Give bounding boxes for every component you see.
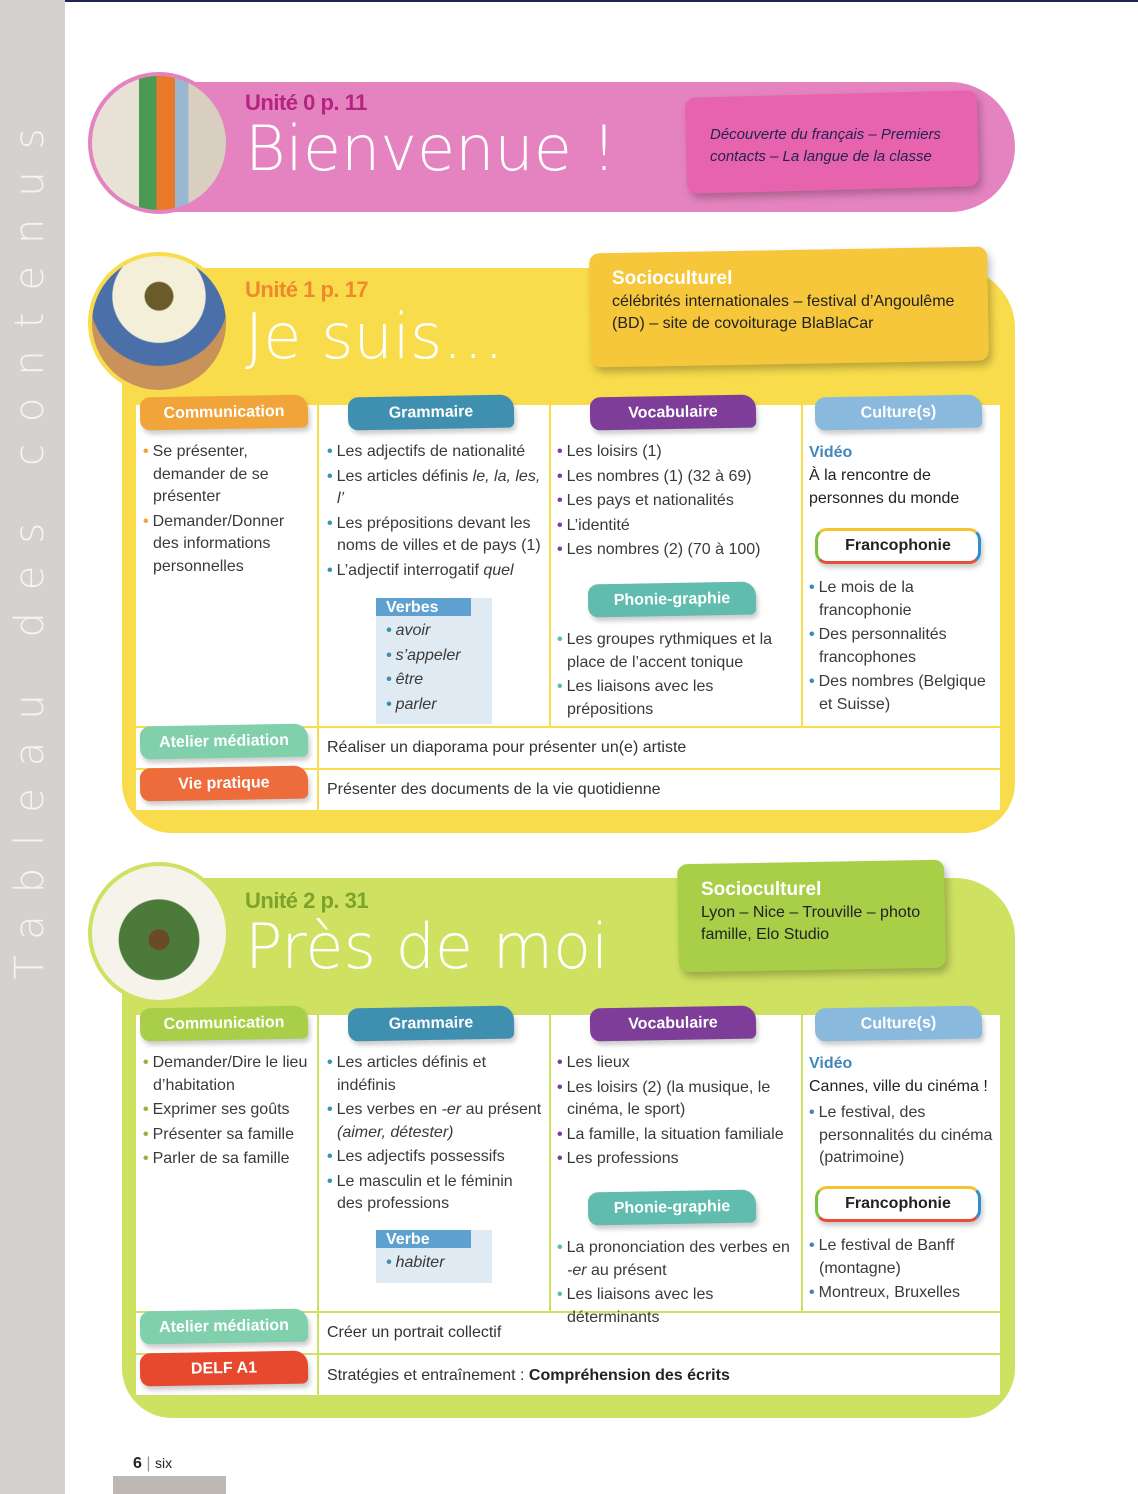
list-item: • Exprimer ses goûts <box>143 1101 290 1118</box>
list-item: • Les professions <box>557 1150 679 1167</box>
list-item: • Des personnalités francophones <box>809 626 947 666</box>
list-item: • Les liaisons avec les déterminants <box>557 1286 714 1326</box>
list-item: • Les nombres (2) (70 à 100) <box>557 541 761 558</box>
list-item: • être <box>386 671 424 688</box>
bullet-icon: • <box>143 512 149 530</box>
list-item: • Les articles définis et indéfinis <box>327 1054 487 1094</box>
unit2-tab-grammaire[interactable]: Grammaire <box>348 1006 515 1042</box>
unit2-tab-francophonie[interactable]: Francophonie <box>815 1186 981 1222</box>
bullet-icon: • <box>143 1150 149 1167</box>
list-item: • Le festival, des personnalités du cinéma (patrimoine) <box>809 1104 993 1166</box>
list-item: • avoir <box>386 622 431 639</box>
bullet-icon: • <box>557 631 563 648</box>
unit2-video <box>809 1052 999 1098</box>
unit1-verbs-list <box>376 616 492 724</box>
unit2-francophonie-list <box>809 1235 999 1307</box>
list-item: • Les adjectifs possessifs <box>327 1148 505 1165</box>
list-item: • Se présenter, demander de se présenter <box>143 443 269 505</box>
delf-bold: Compréhension des écrits <box>528 1367 730 1384</box>
unit1-atelier-text: Réaliser un diaporama pour présenter un(e) artiste <box>327 739 687 756</box>
list-item: • Les articles définis le, la, les, l’ <box>327 467 541 507</box>
list-item: • Montreux, Bruxelles <box>809 1284 960 1301</box>
unit2-atelier-text: Créer un portrait collectif <box>327 1324 502 1341</box>
unit2-tab-communication[interactable]: Communication <box>140 1006 309 1042</box>
list-item: • Les liaisons avec les prépositions <box>557 678 714 718</box>
unit2-socio-text: Lyon – Nice – Trouville – photo famille, Elo Studio <box>701 904 921 943</box>
list-item: • Demander/Donner des informations personnelles <box>143 512 285 575</box>
list-item: • Le masculin et le féminin des professions <box>327 1172 513 1212</box>
list-item: • Les verbes en -er au présent (aimer, détester) <box>327 1101 542 1141</box>
unit2-tab-phonie[interactable]: Phonie-graphie <box>588 1190 757 1226</box>
bullet-icon: • <box>386 646 392 664</box>
list-item: • Des nombres (Belgique et Suisse) <box>809 673 986 713</box>
page-number-word: six <box>154 1455 173 1471</box>
video-title: Cannes, ville du cinéma ! <box>809 1078 988 1095</box>
bullet-icon: • <box>557 1078 563 1096</box>
list-item: • Les loisirs (1) <box>557 443 662 460</box>
bullet-icon: • <box>557 516 563 534</box>
unit2-verbs-box <box>376 1230 492 1283</box>
list-item: • Les pays et nationalités <box>557 492 734 509</box>
list-item: • Le festival de Banff (montagne) <box>809 1237 955 1277</box>
list-item: • La famille, la situation familiale <box>557 1125 784 1143</box>
page-number: 6 | six <box>133 1455 173 1472</box>
unit1-image <box>88 252 230 394</box>
unit1-phonie-list <box>557 629 792 723</box>
unit2-verbs-list <box>376 1248 492 1283</box>
bullet-icon: • <box>809 673 815 690</box>
unit1-video <box>809 441 994 510</box>
list-item: • habiter <box>386 1254 445 1271</box>
video-label: Vidéo <box>809 444 853 461</box>
bullet-icon: • <box>143 1101 149 1118</box>
unit1-socio-text: célébrités internationales – festival d’Angoulême (BD) – site de covoiturage BlaBlaCar <box>612 293 955 332</box>
bullet-icon: • <box>327 514 333 532</box>
list-item: • L’adjectif interrogatif quel <box>327 561 514 579</box>
unit1-francophonie-list <box>809 577 994 718</box>
unit0-title: Bienvenue ! <box>245 112 617 185</box>
unit2-tab-delf[interactable]: DELF A1 <box>140 1351 309 1387</box>
list-item: • Demander/Dire le lieu d’habitation <box>143 1054 308 1094</box>
unit0-box-text: Découverte du français – Premiers contacts – La langue de la classe <box>710 126 941 165</box>
video-label: Vidéo <box>809 1055 853 1072</box>
bullet-icon: • <box>809 1237 815 1254</box>
bullet-icon: • <box>557 492 563 509</box>
unit2-grammaire-list <box>327 1052 542 1218</box>
unit1-tag[interactable]: Unité 1 p. 17 <box>245 277 369 302</box>
bullet-icon: • <box>557 443 563 460</box>
list-item: • parler <box>386 695 437 713</box>
unit1-tab-cultures[interactable]: Culture(s) <box>815 395 983 431</box>
list-item: • Les groupes rythmiques et la place de l’accent tonique <box>557 631 773 671</box>
unit2-video-list <box>809 1102 999 1172</box>
bullet-icon: • <box>386 1254 392 1271</box>
bullet-icon: • <box>809 1104 815 1121</box>
verbs-title: Verbes <box>376 598 471 616</box>
bullet-icon: • <box>327 561 333 579</box>
list-item: • Le mois de la francophonie <box>809 579 914 619</box>
bullet-icon: • <box>143 1054 149 1071</box>
list-item: • Les nombres (1) (32 à 69) <box>557 467 752 485</box>
unit2-title: Près de moi <box>245 910 609 983</box>
unit2-communication-list <box>143 1052 315 1173</box>
video-title: À la rencontre de personnes du monde <box>809 467 960 507</box>
unit2-vocabulaire-list <box>557 1052 797 1173</box>
unit1-communication-list <box>143 441 313 580</box>
unit2-image <box>88 862 230 1004</box>
unit2-tag[interactable]: Unité 2 p. 31 <box>245 888 369 913</box>
unit1-tab-vie-pratique[interactable]: Vie pratique <box>140 766 309 802</box>
unit2-socio-title: Socioculturel <box>701 879 822 900</box>
bullet-icon: • <box>327 1172 333 1190</box>
unit0-image <box>88 72 230 214</box>
side-strip <box>0 0 65 1494</box>
bullet-icon: • <box>557 541 563 558</box>
list-item: • Les prépositions devant les noms de villes et de pays (1) <box>327 514 541 554</box>
unit1-tab-francophonie[interactable]: Francophonie <box>815 528 981 564</box>
bullet-icon: • <box>557 678 563 695</box>
bullet-icon: • <box>386 622 392 639</box>
bullet-icon: • <box>327 1101 333 1118</box>
unit1-grammaire-list <box>327 441 542 584</box>
bullet-icon: • <box>557 467 563 485</box>
delf-prefix: Stratégies et entraînement : <box>327 1367 529 1384</box>
unit1-tab-atelier[interactable]: Atelier médiation <box>140 724 309 760</box>
bullet-icon: • <box>327 1148 333 1165</box>
page-number-digit: 6 <box>133 1455 142 1472</box>
unit1-title: Je suis… <box>245 300 505 373</box>
list-item: • s’appeler <box>386 646 461 664</box>
unit1-tab-communication[interactable]: Communication <box>140 395 309 431</box>
bullet-icon: • <box>809 626 815 643</box>
list-item: • Parler de sa famille <box>143 1150 290 1167</box>
list-item: • Les lieux <box>557 1054 630 1071</box>
list-item: • Présenter sa famille <box>143 1125 294 1143</box>
bullet-icon: • <box>557 1150 563 1167</box>
bullet-icon: • <box>809 579 815 596</box>
bullet-icon: • <box>557 1125 563 1143</box>
unit0-tag[interactable]: Unité 0 p. 11 <box>245 90 367 115</box>
top-rule <box>0 0 1138 2</box>
bullet-icon: • <box>327 443 333 460</box>
unit1-vie-pratique-text: Présenter des documents de la vie quotidienne <box>327 781 661 798</box>
bullet-icon: • <box>386 671 392 688</box>
bullet-icon: • <box>327 467 333 485</box>
list-item: • Les loisirs (2) (la musique, le cinéma, le sport) <box>557 1078 771 1118</box>
unit1-tab-vocabulaire[interactable]: Vocabulaire <box>590 395 757 431</box>
bullet-icon: • <box>557 1054 563 1071</box>
verbs-title: Verbe <box>376 1230 471 1248</box>
bullet-icon: • <box>327 1054 333 1071</box>
bullet-icon: • <box>557 1239 563 1256</box>
unit2-phonie-list <box>557 1237 797 1331</box>
bullet-icon: • <box>557 1286 563 1303</box>
unit2-tab-atelier[interactable]: Atelier médiation <box>140 1309 309 1345</box>
bullet-icon: • <box>386 695 392 713</box>
unit1-tab-grammaire[interactable]: Grammaire <box>348 395 515 431</box>
unit1-socio-title: Socioculturel <box>612 268 733 289</box>
unit2-delf-text <box>327 1367 730 1385</box>
footer-tab <box>113 1476 226 1494</box>
list-item: • L’identité <box>557 516 630 534</box>
list-item: • Les adjectifs de nationalité <box>327 443 526 460</box>
list-item: • La prononciation des verbes en -er au présent <box>557 1239 790 1279</box>
bullet-icon: • <box>143 443 149 460</box>
bullet-icon: • <box>143 1125 149 1143</box>
bullet-icon: • <box>809 1284 815 1301</box>
unit1-vocabulaire-list <box>557 441 797 564</box>
side-title: Tableau des contenus <box>7 106 53 980</box>
unit2-tab-vocabulaire[interactable]: Vocabulaire <box>590 1006 757 1042</box>
unit1-verbs-box <box>376 598 492 724</box>
unit1-tab-phonie[interactable]: Phonie-graphie <box>588 582 757 618</box>
unit2-tab-cultures[interactable]: Culture(s) <box>815 1006 983 1042</box>
